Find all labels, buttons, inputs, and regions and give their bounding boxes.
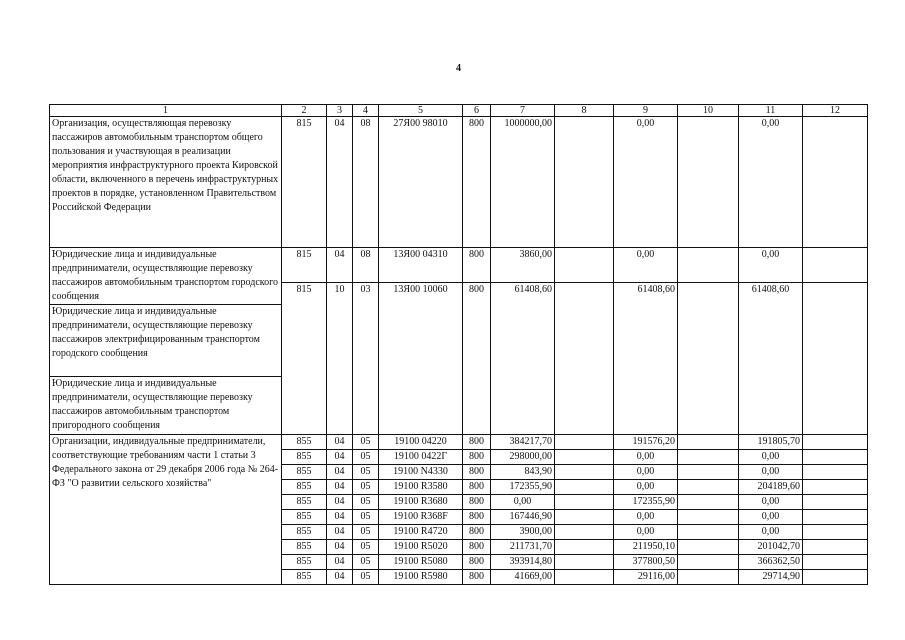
cell-c11: 204189,60 (739, 480, 803, 495)
cell-c7: 172355,90 (491, 480, 555, 495)
cell-c3: 04 (327, 248, 353, 283)
cell-c3: 04 (327, 480, 353, 495)
cell-c12 (803, 465, 868, 480)
cell-c3: 04 (327, 450, 353, 465)
cell-c6: 800 (463, 117, 491, 248)
cell-c7: 3900,00 (491, 525, 555, 540)
cell-c8 (555, 555, 614, 570)
cell-c9: 0,00 (614, 465, 678, 480)
cell-c4: 03 (353, 283, 379, 435)
cell-c9: 211950,10 (614, 540, 678, 555)
cell-c5: 13Я00 10060 (379, 283, 463, 435)
cell-c3: 04 (327, 540, 353, 555)
cell-c11: 61408,60 (739, 283, 803, 435)
cell-c8 (555, 283, 614, 435)
cell-c2: 815 (282, 117, 327, 248)
cell-c3: 10 (327, 283, 353, 435)
cell-c2: 855 (282, 495, 327, 510)
cell-c8 (555, 248, 614, 283)
cell-c7: 1000000,00 (491, 117, 555, 248)
cell-c7: 393914,80 (491, 555, 555, 570)
cell-c10 (678, 480, 739, 495)
cell-c2: 855 (282, 540, 327, 555)
cell-c8 (555, 435, 614, 450)
cell-c7: 843,90 (491, 465, 555, 480)
cell-c7: 211731,70 (491, 540, 555, 555)
cell-c9: 172355,90 (614, 495, 678, 510)
cell-c3: 04 (327, 570, 353, 585)
cell-c5: 27Я00 98010 (379, 117, 463, 248)
cell-c11: 0,00 (739, 510, 803, 525)
cell-c2: 815 (282, 248, 327, 283)
cell-c8 (555, 465, 614, 480)
cell-c11: 0,00 (739, 465, 803, 480)
table-row (50, 248, 868, 283)
cell-c2: 815 (282, 283, 327, 435)
cell-c9: 191576,20 (614, 435, 678, 450)
cell-c7: 41669,00 (491, 570, 555, 585)
cell-c5: 19100 R5020 (379, 540, 463, 555)
cell-c8 (555, 525, 614, 540)
cell-c2: 855 (282, 435, 327, 450)
cell-c8 (555, 117, 614, 248)
cell-c11: 0,00 (739, 525, 803, 540)
cell-c4: 05 (353, 540, 379, 555)
cell-c6: 800 (463, 450, 491, 465)
cell-c5: 19100 0422Г (379, 450, 463, 465)
cell-c11: 29714,90 (739, 570, 803, 585)
cell-c3: 04 (327, 495, 353, 510)
cell-c5: 19100 R5080 (379, 555, 463, 570)
cell-c7: 298000,00 (491, 450, 555, 465)
cell-c2: 855 (282, 555, 327, 570)
cell-c4: 05 (353, 435, 379, 450)
cell-c2: 855 (282, 510, 327, 525)
cell-c12 (803, 283, 868, 435)
cell-c12 (803, 510, 868, 525)
cell-c5: 19100 R3680 (379, 495, 463, 510)
cell-c12 (803, 435, 868, 450)
cell-c12 (803, 450, 868, 465)
table-row (50, 435, 868, 450)
table-row (50, 117, 868, 248)
cell-c10 (678, 555, 739, 570)
page-number: 4 (456, 63, 461, 74)
col-header-8: 8 (555, 105, 614, 117)
cell-c4: 05 (353, 450, 379, 465)
cell-c12 (803, 495, 868, 510)
cell-c11: 0,00 (739, 117, 803, 248)
row-description: Организация, осуществляющая перевозку пассажиров автомобильным транспортом общего пользования и участвующая в реализации мероприятия инфраструктурного проекта Кировской области, включенного в перечень инфраструктурных проектов в порядке, установленном Правительством Российской Федерации (50, 117, 282, 248)
cell-c4: 05 (353, 480, 379, 495)
cell-c4: 05 (353, 495, 379, 510)
cell-c10 (678, 540, 739, 555)
cell-c8 (555, 495, 614, 510)
cell-c4: 05 (353, 525, 379, 540)
cell-c9: 0,00 (614, 480, 678, 495)
cell-c4: 05 (353, 510, 379, 525)
cell-c10 (678, 248, 739, 283)
cell-c10 (678, 525, 739, 540)
cell-c9: 0,00 (614, 450, 678, 465)
col-header-9: 9 (614, 105, 678, 117)
cell-c4: 08 (353, 248, 379, 283)
cell-c2: 855 (282, 525, 327, 540)
cell-c5: 19100 R5980 (379, 570, 463, 585)
cell-c9: 0,00 (614, 525, 678, 540)
col-header-7: 7 (491, 105, 555, 117)
cell-c3: 04 (327, 435, 353, 450)
cell-c9: 0,00 (614, 248, 678, 283)
cell-c7: 0,00 (491, 495, 555, 510)
cell-c3: 04 (327, 510, 353, 525)
cell-c11: 0,00 (739, 495, 803, 510)
cell-c12 (803, 248, 868, 283)
col-header-1: 1 (50, 105, 282, 117)
cell-c5: 19100 N4330 (379, 465, 463, 480)
cell-c6: 800 (463, 435, 491, 450)
cell-c6: 800 (463, 570, 491, 585)
col-header-5: 5 (379, 105, 463, 117)
row-description: Организации, индивидуальные предприниматели, соответствующие требованиям части 1 статьи 3 Федерального закона от 29 декабря 2006 года № 264-ФЗ "О развитии сельского хозяйства" (50, 435, 282, 585)
cell-c10 (678, 283, 739, 435)
row-description: Юридические лица и индивидуальные предприниматели, осуществляющие перевозку пассажиров электрифицированным транспортом городского сообщения (50, 305, 282, 377)
cell-c10 (678, 117, 739, 248)
cell-c11: 201042,70 (739, 540, 803, 555)
cell-c8 (555, 540, 614, 555)
cell-c12 (803, 540, 868, 555)
col-header-6: 6 (463, 105, 491, 117)
cell-c3: 04 (327, 555, 353, 570)
cell-c12 (803, 480, 868, 495)
col-header-3: 3 (327, 105, 353, 117)
cell-c6: 800 (463, 465, 491, 480)
cell-c4: 05 (353, 555, 379, 570)
cell-c8 (555, 450, 614, 465)
cell-c7: 3860,00 (491, 248, 555, 283)
cell-c5: 13Я00 04310 (379, 248, 463, 283)
cell-c10 (678, 450, 739, 465)
col-header-4: 4 (353, 105, 379, 117)
cell-c4: 08 (353, 117, 379, 248)
cell-c6: 800 (463, 480, 491, 495)
cell-c10 (678, 570, 739, 585)
cell-c6: 800 (463, 555, 491, 570)
cell-c6: 800 (463, 525, 491, 540)
cell-c2: 855 (282, 480, 327, 495)
cell-c5: 19100 R368F (379, 510, 463, 525)
cell-c12 (803, 525, 868, 540)
row-description: Юридические лица и индивидуальные предприниматели, осуществляющие перевозку пассажиров автомобильным транспортом пригородного сообщения (50, 377, 282, 435)
cell-c8 (555, 480, 614, 495)
cell-c2: 855 (282, 570, 327, 585)
cell-c8 (555, 570, 614, 585)
cell-c5: 19100 R4720 (379, 525, 463, 540)
cell-c9: 29116,00 (614, 570, 678, 585)
cell-c3: 04 (327, 525, 353, 540)
cell-c11: 191805,70 (739, 435, 803, 450)
budget-table (49, 104, 868, 585)
cell-c12 (803, 555, 868, 570)
cell-c6: 800 (463, 495, 491, 510)
cell-c7: 167446,90 (491, 510, 555, 525)
col-header-12: 12 (803, 105, 868, 117)
cell-c9: 0,00 (614, 117, 678, 248)
cell-c6: 800 (463, 283, 491, 435)
row-description: Юридические лица и индивидуальные предприниматели, осуществляющие перевозку пассажиров автомобильным транспортом городского сообщения (50, 248, 282, 305)
col-header-2: 2 (282, 105, 327, 117)
cell-c6: 800 (463, 510, 491, 525)
cell-c12 (803, 117, 868, 248)
cell-c7: 61408,60 (491, 283, 555, 435)
cell-c5: 19100 04220 (379, 435, 463, 450)
cell-c3: 04 (327, 117, 353, 248)
col-header-10: 10 (678, 105, 739, 117)
cell-c9: 377800,50 (614, 555, 678, 570)
cell-c9: 0,00 (614, 510, 678, 525)
cell-c10 (678, 495, 739, 510)
cell-c11: 366362,50 (739, 555, 803, 570)
cell-c2: 855 (282, 465, 327, 480)
cell-c2: 855 (282, 450, 327, 465)
header-row (50, 105, 868, 117)
cell-c8 (555, 510, 614, 525)
cell-c4: 05 (353, 465, 379, 480)
cell-c5: 19100 R3580 (379, 480, 463, 495)
cell-c10 (678, 510, 739, 525)
cell-c11: 0,00 (739, 450, 803, 465)
cell-c10 (678, 465, 739, 480)
cell-c6: 800 (463, 540, 491, 555)
cell-c9: 61408,60 (614, 283, 678, 435)
cell-c3: 04 (327, 465, 353, 480)
cell-c4: 05 (353, 570, 379, 585)
cell-c10 (678, 435, 739, 450)
col-header-11: 11 (739, 105, 803, 117)
cell-c11: 0,00 (739, 248, 803, 283)
cell-c12 (803, 570, 868, 585)
cell-c7: 384217,70 (491, 435, 555, 450)
cell-c6: 800 (463, 248, 491, 283)
